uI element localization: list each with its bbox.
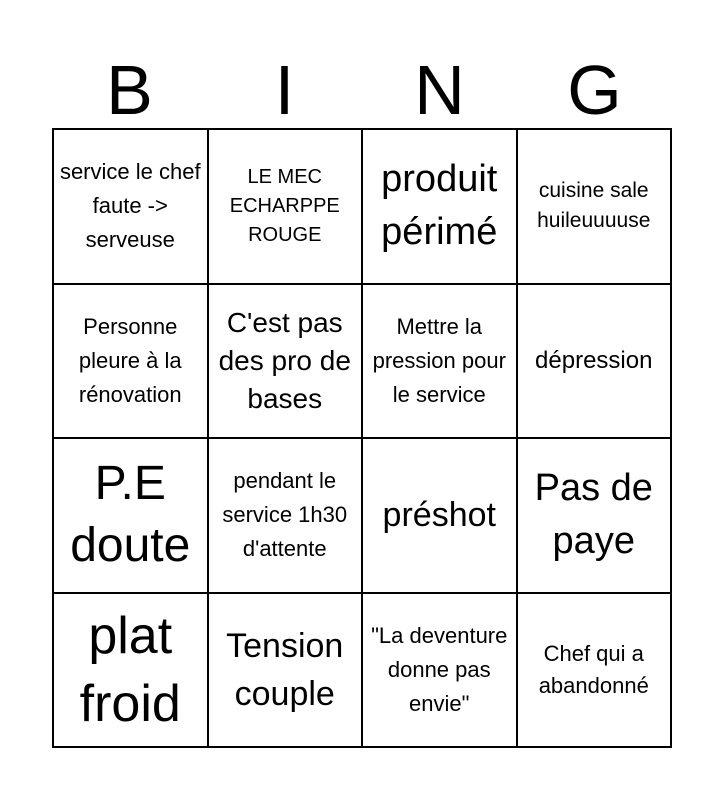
bingo-cell[interactable] — [363, 439, 518, 594]
cell-text: Chef qui a abandonné — [538, 640, 649, 698]
cell-text: Pas de paye — [534, 467, 653, 563]
cell-text: préshot — [382, 496, 496, 535]
cell-text: C'est pas des pro de bases — [218, 306, 351, 414]
bingo-cell[interactable] — [209, 285, 364, 440]
bingo-cell[interactable] — [363, 285, 518, 440]
cell-text: "La deventure donne pas envie" — [371, 622, 508, 716]
header-letter-b: B — [106, 51, 153, 129]
bingo-header — [52, 52, 672, 128]
cell-text: LE MEC ECHARPPE ROUGE — [229, 165, 340, 246]
cell-text: dépression — [535, 346, 653, 374]
header-letter-g: G — [567, 51, 622, 129]
bingo-cell[interactable] — [363, 594, 518, 749]
bingo-cell[interactable] — [209, 439, 364, 594]
bingo-cell[interactable] — [54, 285, 209, 440]
cell-text: pendant le service 1h30 d'attente — [222, 468, 348, 562]
bingo-cell[interactable] — [54, 594, 209, 749]
bingo-cell[interactable] — [363, 130, 518, 285]
bingo-cell[interactable] — [209, 594, 364, 749]
bingo-cell[interactable] — [518, 439, 673, 594]
bingo-grid — [52, 128, 672, 748]
bingo-cell[interactable] — [209, 130, 364, 285]
bingo-cell[interactable] — [54, 130, 209, 285]
cell-text: Mettre la pression pour le service — [372, 313, 506, 407]
bingo-cell[interactable] — [54, 439, 209, 594]
cell-text: plat froid — [79, 606, 181, 733]
cell-text: Personne pleure à la rénovation — [78, 313, 182, 407]
cell-text: Tension couple — [226, 626, 344, 713]
header-letter-i: I — [274, 51, 295, 129]
cell-text: cuisine sale huileuuuuse — [537, 179, 651, 233]
bingo-cell[interactable] — [518, 594, 673, 749]
bingo-cell[interactable] — [518, 130, 673, 285]
bingo-cell[interactable] — [518, 285, 673, 440]
header-letter-n: N — [414, 51, 465, 129]
cell-text: service le chef faute -> serveuse — [59, 159, 201, 253]
cell-text: P.E doute — [70, 457, 191, 573]
cell-text: produit périmé — [381, 158, 498, 254]
